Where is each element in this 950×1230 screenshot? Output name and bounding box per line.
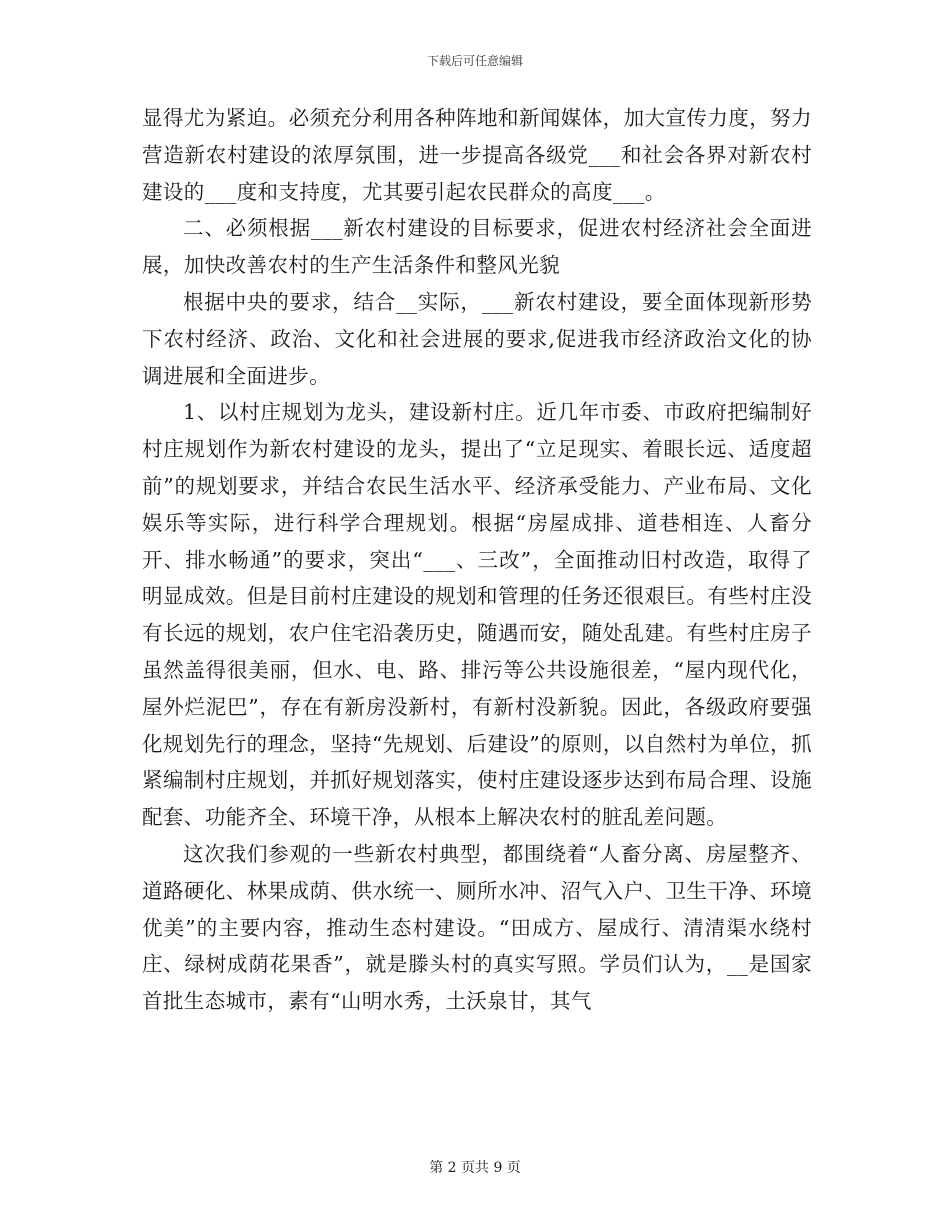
document-body (142, 100, 812, 1020)
paragraph-5: 这次我们参观的一些新农村典型，都围绕着“人畜分离、房屋整齐、道路硬化、林果成荫、供水统一、厕所水冲、沼气入户、卫生干净、环境优美”的主要内容，推动生态村建设。“田成方、屋成行、清清渠水绕村庄、绿树成荫花果香”，就是滕头村的真实写照。学员们认为，__是国家首批生态城市，素有“山明水秀，土沃泉甘，其气 (142, 841, 812, 1014)
page-number: 第 2 页共 9 页 (429, 1160, 521, 1176)
page-header: 下载后可任意编辑 (426, 54, 523, 68)
paragraph-2: 二、必须根据___新农村建设的目标要求，促进农村经济社会全面进展，加快改善农村的生产生活条件和整风光貌 (142, 216, 812, 278)
paragraph-1: 显得尤为紧迫。必须充分利用各种阵地和新闻媒体，加大宣传力度，努力营造新农村建设的浓厚氛围，进一步提高各级党___和社会各界对新农村建设的___度和支持度，尤其要引起农民群众的高度___。 (142, 106, 812, 204)
paragraph-3: 根据中央的要求，结合__实际，___新农村建设，要全面体现新形势下农村经济、政治、文化和社会进展的要求,促进我市经济政治文化的协调进展和全面进步。 (142, 289, 812, 388)
paragraph-4: 1、以村庄规划为龙头，建设新村庄。近几年市委、市政府把编制好村庄规划作为新农村建设的龙头，提出了“立足现实、着眼长远、适度超前”的规划要求，并结合农民生活水平、经济承受能力、产业布局、文化娱乐等实际，进行科学合理规划。根据“房屋成排、道巷相连、人畜分开、排水畅通”的要求，突出“___、三改”，全面推动旧村改造，取得了明显成效。但是目前村庄建设的规划和管理的任务还很艰巨。有些村庄没有长远的规划，农户住宅沿袭历史，随遇而安，随处乱建。有些村庄房子虽然盖得很美丽，但水、电、路、排污等公共设施很差，“屋内现代化，屋外烂泥巴”，存在有新房没新村，有新村没新貌。因此，各级政府要强化规划先行的理念，坚持“先规划、后建设”的原则，以自然村为单位，抓紧编制村庄规划，并抓好规划落实，使村庄建设逐步达到布局合理、设施配套、功能齐全、环境干净，从根本上解决农村的脏乱差问题。 (142, 400, 812, 830)
